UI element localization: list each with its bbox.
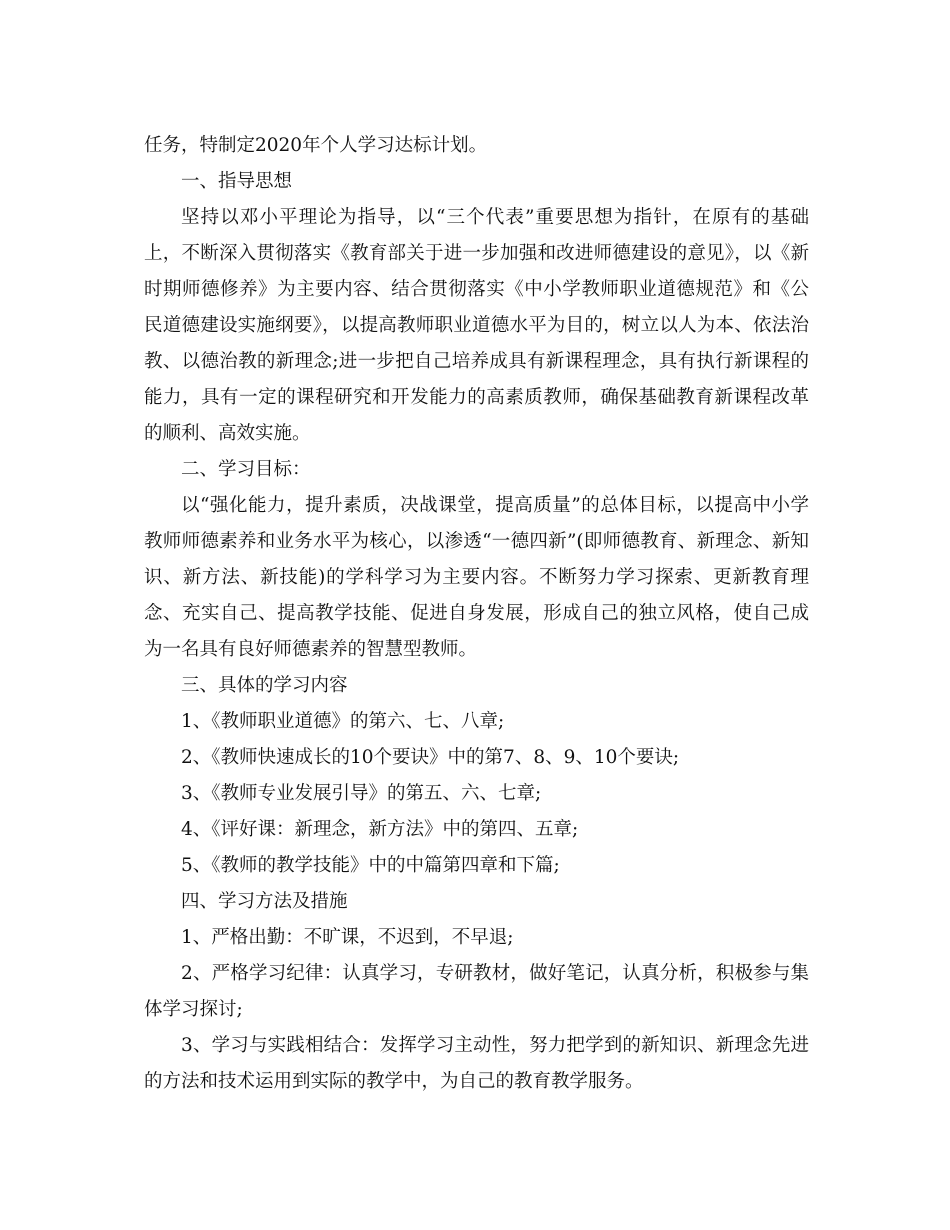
- body-paragraph-intro: 任务，特制定2020年个人学习达标计划。: [144, 135, 488, 156]
- section-heading-methods: 四、学习方法及措施: [181, 891, 348, 912]
- section-heading-learning-content: 三、具体的学习内容: [181, 675, 348, 696]
- body-paragraph-learning-goals: 以“强化能力，提升素质，决战课堂，提高质量”的总体目标，以提高中小学教师师德素养和业务水平为核心，以渗透“一德四新”(即师德教育、新理念、新知识、新方法、新技能)的学科学习为主要内容。不断努力学习探索、更新教育理念、充实自己、提高教学技能、促进自身发展，形成自己的独立风格，使自己成为一名具有良好师德素养的智慧型教师。: [144, 495, 809, 660]
- document-body: [144, 128, 809, 1100]
- list-item-content-5: 5、《教师的教学技能》中的中篇第四章和下篇;: [181, 855, 560, 876]
- section-heading-learning-goals: 二、学习目标：: [181, 459, 311, 480]
- list-item-method-2: 2、严格学习纪律：认真学习，专研教材，做好笔记，认真分析，积极参与集体学习探讨;: [144, 963, 809, 1020]
- body-paragraph-guiding-thought: 坚持以邓小平理论为指导，以“三个代表”重要思想为指针，在原有的基础上，不断深入贯彻落实《教育部关于进一步加强和改进师德建设的意见》，以《新时期师德修养》为主要内容、结合贯彻落实《中小学教师职业道德规范》和《公民道德建设实施纲要》，以提高教师职业道德水平为目的，树立以人为本、依法治教、以德治教的新理念;进一步把自己培养成具有新课程理念，具有执行新课程的能力，具有一定的课程研究和开发能力的高素质教师，确保基础教育新课程改革的顺利、高效实施。: [144, 207, 809, 444]
- list-item-method-1: 1、严格出勤：不旷课，不迟到，不早退;: [181, 927, 514, 948]
- list-item-content-2: 2、《教师快速成长的10个要诀》中的第7、8、9、10个要诀;: [181, 747, 680, 768]
- list-item-method-3: 3、学习与实践相结合：发挥学习主动性，努力把学到的新知识、新理念先进的方法和技术运用到实际的教学中，为自己的教育教学服务。: [144, 1035, 809, 1092]
- list-item-content-4: 4、《评好课：新理念，新方法》中的第四、五章;: [181, 819, 579, 840]
- list-item-content-1: 1、《教师职业道德》的第六、七、八章;: [181, 711, 505, 732]
- list-item-content-3: 3、《教师专业发展引导》的第五、六、七章;: [181, 783, 542, 804]
- section-heading-guiding-thought: 一、指导思想: [181, 171, 293, 192]
